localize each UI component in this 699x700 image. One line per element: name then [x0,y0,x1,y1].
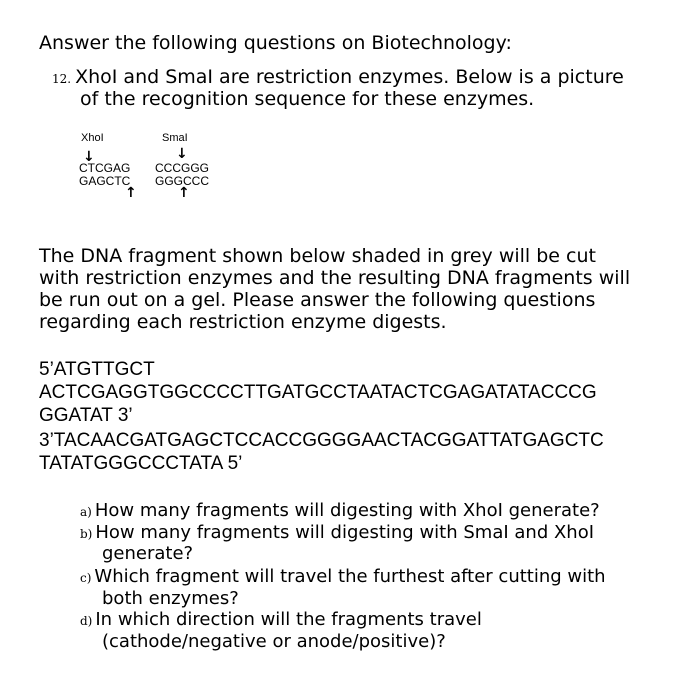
subquestion-a [80,500,600,523]
subquestion-d-continued: (cathode/negative or anode/positive)? [102,631,446,652]
subquestion-text: Which fragment will travel the furthest after cutting with [94,566,606,587]
smai-bottom-strand: GGGCCC [155,174,209,188]
subquestion-letter: c) [80,571,92,585]
smai-top-strand: CCCGGG [155,161,209,175]
xhoi-top-strand: CTCGAG [79,161,131,175]
question-12-text-1: XhoI and SmaI are restriction enzymes. Below is a picture [75,66,624,88]
xhoi-top-cut-arrow: ↓ [83,149,95,165]
subquestion-b-continued: generate? [102,543,194,564]
paragraph-line: regarding each restriction enzyme digests. [39,311,447,333]
subquestion-c-continued: both enzymes? [102,588,239,609]
page-heading: Answer the following questions on Biotechnology: [39,32,512,54]
subquestion-letter: b) [80,527,93,541]
subquestion-letter: d) [80,614,93,628]
xhoi-bottom-cut-arrow: ↑ [125,185,137,201]
xhoi-bottom-strand: GAGCTC [79,174,131,188]
subquestion-c [80,566,606,589]
dna-sequence-line: 5’ATGTTGCT [39,359,155,380]
subquestion-b [80,522,594,545]
dna-sequence-line: TATATGGGCCCTATA 5’ [39,453,243,474]
paragraph-line: be run out on a gel. Please answer the following questions [39,289,596,311]
smai-label: SmaI [162,132,188,144]
dna-sequence-line: GGATAT 3’ [39,405,133,426]
subquestion-d [80,609,482,632]
subquestion-text: How many fragments will digesting with XhoI generate? [94,500,600,521]
subquestion-text: How many fragments will digesting with SmaI and XhoI [95,522,595,543]
smai-bottom-cut-arrow: ↑ [178,185,190,201]
dna-sequence-line: 3’TACAACGATGAGCTCCACCGGGGAACTACGGATTATGAGCTC [39,430,604,451]
subquestion-letter: a) [80,505,92,519]
question-number: 12. [52,72,72,86]
subquestion-text: In which direction will the fragments travel [95,609,482,630]
smai-top-cut-arrow: ↓ [176,146,188,162]
paragraph-line: The DNA fragment shown below shaded in grey will be cut [39,245,596,267]
xhoi-label: XhoI [81,132,104,144]
dna-sequence-line: ACTCGAGGTGGCCCCTTGATGCCTAATACTCGAGATATACCCG [39,382,597,403]
paragraph-line: with restriction enzymes and the resulting DNA fragments will [39,267,631,289]
question-12-line-2: of the recognition sequence for these enzymes. [80,88,535,110]
